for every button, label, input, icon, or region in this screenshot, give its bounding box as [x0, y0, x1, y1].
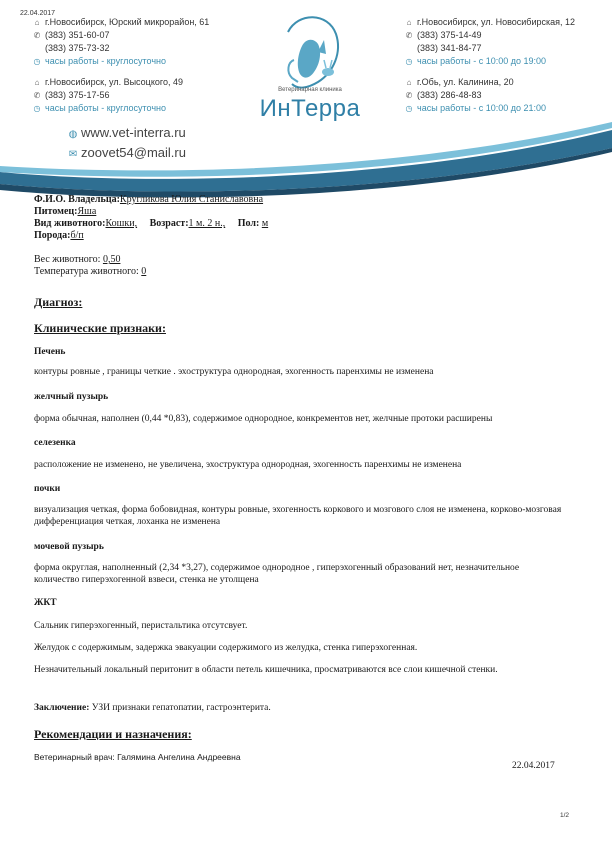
home-icon: ⌂	[406, 18, 412, 27]
home-icon: ⌂	[406, 78, 412, 87]
temperature: 0	[141, 266, 147, 277]
contact-block-right-1: ⌂ г.Новосибирск, ул. Новосибирская, 12 ✆ (383) 375-14-49 (383) 341-84-77 ◷ часы работы - с 10:00 до 19:00	[405, 17, 576, 66]
phone-icon: ✆	[405, 31, 413, 40]
print-date: 22.04.2017	[20, 10, 56, 17]
age: 1 м. 2 н.,	[188, 218, 226, 229]
page-number: 1/2	[560, 812, 570, 819]
phone-icon: ✆	[33, 91, 41, 100]
website-link[interactable]: www.vet-interra.ru	[81, 125, 186, 140]
email-link[interactable]: zoovet54@mail.ru	[81, 145, 186, 160]
section-gallbladder-title: желчный пузырь	[34, 392, 109, 402]
web-contacts	[68, 124, 186, 164]
clock-icon: ◷	[33, 57, 41, 66]
gi-paragraph-2: Желудок с содержимым, задержка эвакуации содержимого из желудка, стенка гиперэхогенная.	[34, 643, 418, 653]
patient-info: Ф.И.О. Владельца:Кругликова Юлия Станиславовна Питомец:Яша Вид животного:Кошки, Возраст:1 м. 2 н., Пол: м Порода:б/п Вес животного: 0,50 Температура животного: 0	[34, 194, 269, 277]
weight: 0,50	[102, 254, 121, 265]
recommendations-heading: Рекомендации и назначения:	[34, 727, 192, 741]
contact-block-left-2: ⌂ г.Новосибирск, ул. Высоцкого, 49 ✆ (383) 375-17-56 ◷ часы работы - круглосуточно	[33, 77, 183, 113]
section-spleen-title: селезенка	[34, 438, 76, 448]
diagnosis-heading: Диагноз:	[34, 295, 83, 309]
contact-block-right-2: ⌂ г.Обь, ул. Калинина, 20 ✆ (383) 286-48-83 ◷ часы работы - с 10:00 до 21:00	[405, 77, 547, 113]
section-bladder-text: форма округлая, наполненный (2,34 *3,27), содержимое однородное , гиперэхогенный образований нет, незначительное количество гиперэхогенной взвеси, стенка не утолщена	[34, 563, 520, 585]
conclusion: Заключение: УЗИ признаки гепатопатии, гастроэнтерита.	[34, 703, 271, 713]
home-icon: ⌂	[34, 18, 40, 27]
clinical-heading: Клинические признаки:	[34, 321, 166, 335]
clock-icon: ◷	[33, 104, 41, 113]
contact-block-left-1: ⌂ г.Новосибирск, Юрский микрорайон, 61 ✆ (383) 351-60-07 (383) 375-73-32 ◷ часы работы - круглосуточно	[33, 17, 210, 66]
section-bladder-title: мочевой пузырь	[34, 542, 104, 552]
section-kidneys-text: визуализация четкая, форма бобовидная, контуры ровные, эхогенность коркового и мозгового слоя не изменена, корково-мозговая дифференциация четкая, лоханка не изменена	[34, 505, 562, 527]
clock-icon: ◷	[405, 57, 413, 66]
pet-name: Яша	[77, 206, 97, 217]
section-liver-text: контуры ровные , границы четкие . эхоструктура однородная, эхогенность паренхимы не изменена	[34, 367, 434, 377]
report-date: 22.04.2017	[512, 761, 555, 771]
sex: м	[261, 218, 269, 229]
home-icon: ⌂	[34, 78, 40, 87]
section-liver-title: Печень	[34, 347, 66, 357]
globe-icon: ◍	[68, 129, 78, 140]
section-gi-title: ЖКТ	[34, 598, 57, 608]
gi-paragraph-1: Сальник гиперэхогенный, перистальтика отсутсвует.	[34, 621, 248, 631]
vet-signature-line: Ветеринарный врач: Галямина Ангелина Андреевна	[34, 752, 241, 762]
section-gallbladder-text: форма обычная, наполнен (0,44 *0,83), содержимое однородное, конкрементов нет, желчные протоки расширены	[34, 414, 493, 424]
gi-paragraph-3: Незначительный локальный перитонит в области петель кишечника, просматриваются все слои кишечной стенки.	[34, 665, 498, 675]
phone-icon: ✆	[405, 91, 413, 100]
clock-icon: ◷	[405, 104, 413, 113]
breed: б/п	[70, 230, 84, 241]
owner-name: Кругликова Юлия Станиславовна	[119, 194, 264, 205]
logo-name: ИнТерра	[259, 95, 361, 122]
clinic-header	[0, 0, 612, 200]
mail-icon: ✉	[68, 149, 78, 160]
species: Кошки,	[105, 218, 138, 229]
logo-tagline: Ветеринарная клиника	[278, 87, 342, 93]
section-kidneys-title: почки	[34, 484, 61, 494]
phone-icon: ✆	[33, 31, 41, 40]
section-spleen-text: расположение не изменено, не увеличена, эхоструктура однородная, эхогенность паренхимы не изменена	[34, 460, 462, 470]
